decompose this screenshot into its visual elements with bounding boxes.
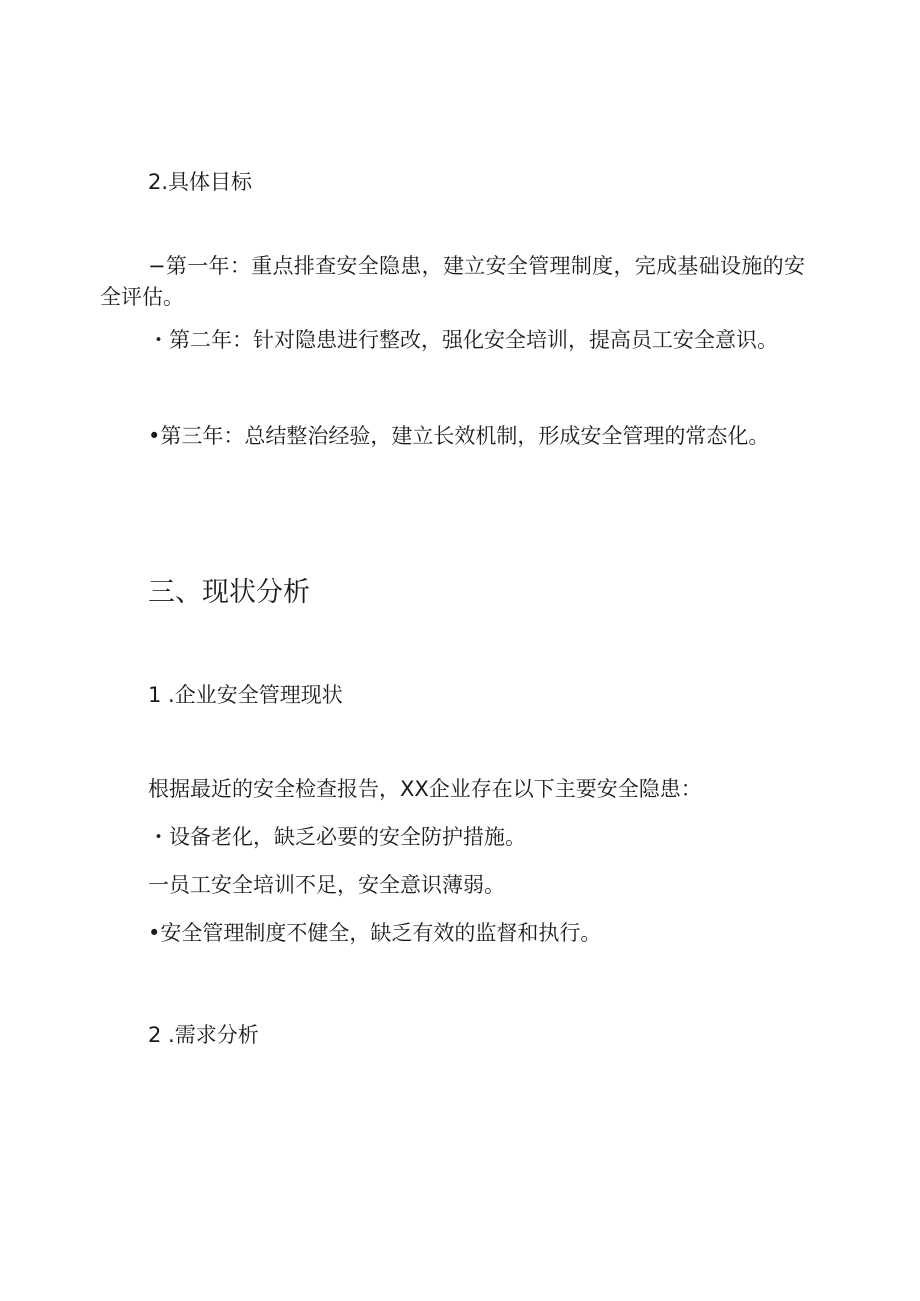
goal-year2-item: ・第二年：针对隐患进行整改，强化安全培训，提高员工安全意识。 xyxy=(148,328,778,352)
goals-subheading: 2.具体目标 xyxy=(148,170,253,194)
issue-item-2: 一员工安全培训不足，安全意识薄弱。 xyxy=(148,873,505,897)
status-subheading: 1 .企业安全管理现状 xyxy=(148,683,343,707)
section3-heading: 三、现状分析 xyxy=(148,577,310,608)
needs-subheading: 2 .需求分析 xyxy=(148,1023,259,1047)
issue-item-1: ・设备老化，缺乏必要的安全防护措施。 xyxy=(148,825,526,849)
status-intro-paragraph: 根据最近的安全检查报告，XX企业存在以下主要安全隐患： xyxy=(148,777,702,801)
goal-year1-item: −第一年：重点排查安全隐患，建立安全管理制度，完成基础设施的安全评估。 xyxy=(100,254,805,309)
issue-item-3: •安全管理制度不健全，缺乏有效的监督和执行。 xyxy=(148,921,602,945)
goal-year3-item: •第三年：总结整治经验，建立长效机制，形成安全管理的常态化。 xyxy=(148,424,770,448)
